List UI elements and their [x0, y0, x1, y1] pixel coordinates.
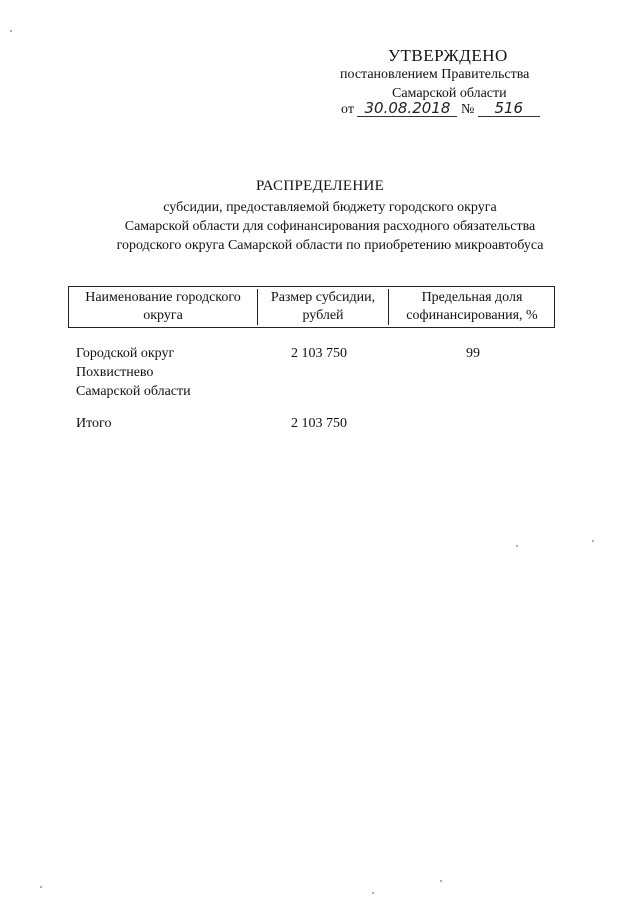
- approval-line-2: Самарской области: [392, 86, 507, 101]
- row-name-line: Самарской области: [76, 384, 191, 399]
- subtitle-line: субсидии, предоставляемой бюджету городского округа: [163, 200, 497, 215]
- table-header: [68, 286, 555, 328]
- total-label: Итого: [76, 416, 112, 431]
- approval-title: УТВЕРЖДЕНО: [388, 46, 508, 65]
- scan-speck: [592, 540, 594, 542]
- handwritten-date: 30.08.2018: [357, 101, 457, 117]
- distribution-table: [68, 286, 555, 328]
- scan-speck: [516, 545, 518, 547]
- scan-speck: [440, 880, 442, 882]
- header-municipality: [69, 289, 258, 325]
- approval-date-row: [341, 101, 540, 118]
- subtitle-line: Самарской области для софинансирования расходного обязательства: [124, 219, 536, 234]
- header-text: рублей: [302, 308, 344, 323]
- header-cofinancing-share: [389, 289, 555, 325]
- header-text: софинансирования, %: [406, 308, 538, 323]
- approval-line-1: постановлением Правительства: [340, 67, 530, 82]
- header-text: Наименование городского: [85, 290, 241, 305]
- table-row-name: [76, 344, 256, 401]
- handwritten-number: 516: [478, 101, 540, 117]
- header-text: округа: [143, 308, 183, 323]
- total-amount: 2 103 750: [291, 416, 347, 431]
- number-prefix: №: [460, 102, 475, 117]
- table-row-amount: 2 103 750: [291, 346, 347, 361]
- subtitle-line: городского округа Самарской области по приобретению микроавтобуса: [116, 238, 544, 253]
- scan-speck: [40, 886, 42, 888]
- row-name-line: Похвистнево: [76, 365, 154, 380]
- table-row-share: 99: [466, 346, 480, 361]
- header-subsidy-amount: [258, 289, 389, 325]
- document-subtitle: [60, 198, 600, 255]
- header-text: Предельная доля: [421, 290, 523, 305]
- header-text: Размер субсидии,: [270, 290, 376, 305]
- document-title: РАСПРЕДЕЛЕНИЕ: [255, 178, 385, 194]
- row-name-line: Городской округ: [76, 346, 175, 361]
- date-prefix: от: [341, 102, 354, 117]
- scan-speck: [10, 30, 12, 32]
- scan-speck: [372, 892, 374, 894]
